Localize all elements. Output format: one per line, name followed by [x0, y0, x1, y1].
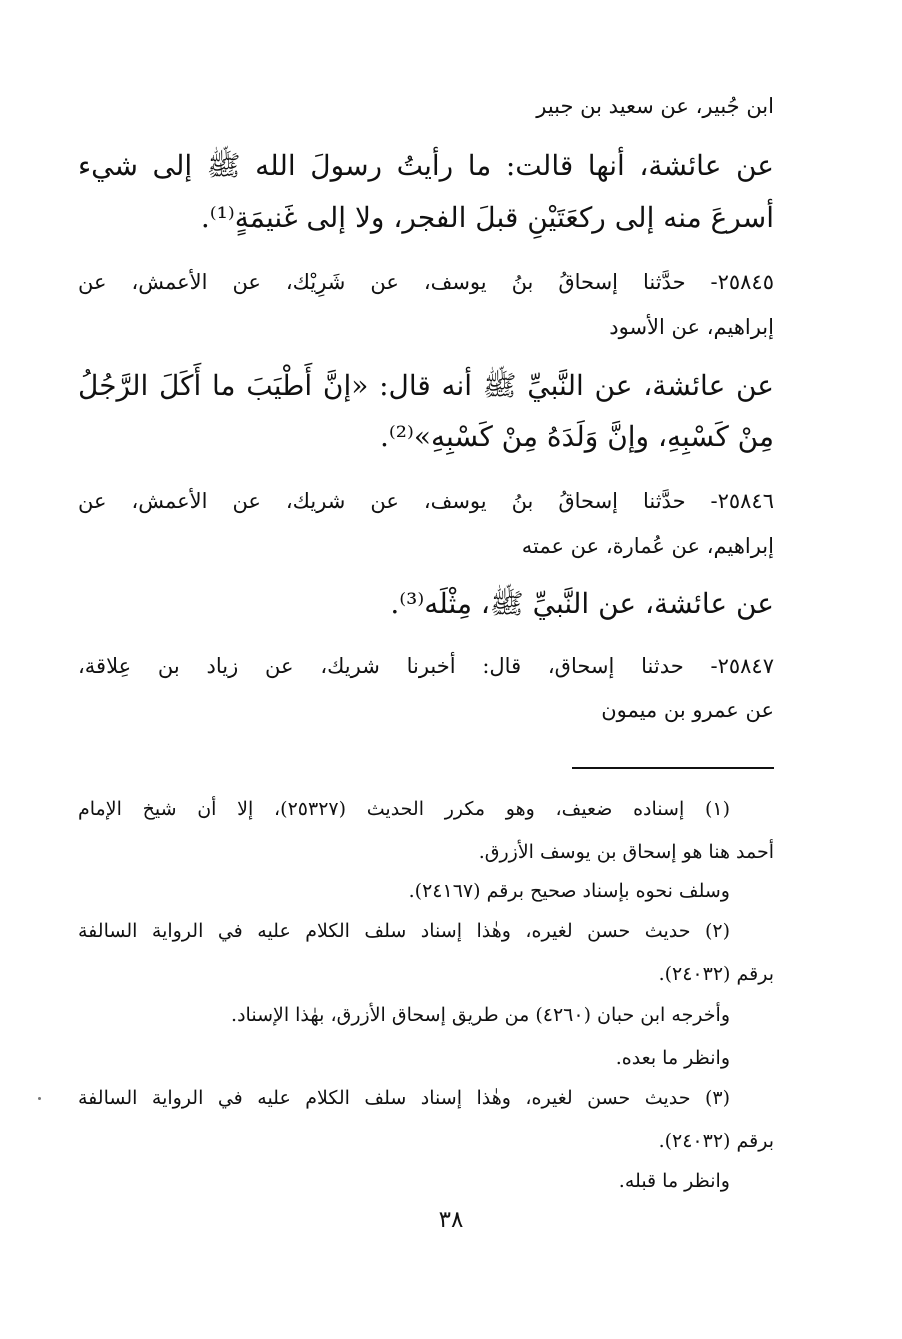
matn-line: عن عائشة، أنها قالت: ما رأيتُ رسولَ الله ﷺ إلى شيء — [78, 149, 774, 182]
matn-line: عن عائشة، عن النَّبيِّ ﷺ، مِثْلَه⁽³⁾. — [390, 587, 774, 620]
footnote-separator — [572, 767, 774, 769]
matn-line: مِنْ كَسْبِهِ، وإنَّ وَلَدَهُ مِنْ كَسْبِهِ»⁽²⁾. — [379, 420, 774, 453]
footnote-line: وأخرجه ابن حبان (٤٢٦٠) من طريق إسحاق الأزرق، بهٰذا الإسناد. — [231, 1004, 730, 1026]
scan-speck — [38, 1097, 41, 1100]
footnote-1: (١) إسناده ضعيف، وهو مكرر الحديث (٢٥٣٢٧)، إلا أن شيخ الإمام — [78, 798, 731, 820]
hadith-25846-header: ٢٥٨٤٦- حدَّثنا إسحاقُ بنُ يوسف، عن شريك، عن الأعمش، عن — [78, 489, 774, 513]
isnad-line: إبراهيم، عن عُمارة، عن عمته — [521, 534, 774, 558]
footnote-line: وانظر ما قبله. — [618, 1170, 730, 1192]
footnote-line: أحمد هنا هو إسحاق بن يوسف الأزرق. — [478, 841, 774, 863]
footnote-line: برقم (٢٤٠٣٢). — [658, 963, 774, 985]
isnad-line: ابن جُبير، عن سعيد بن جبير — [536, 94, 774, 118]
footnote-line: برقم (٢٤٠٣٢). — [658, 1130, 774, 1152]
isnad-line: إبراهيم، عن الأسود — [609, 315, 774, 339]
isnad-line: عن عمرو بن ميمون — [601, 698, 774, 722]
page-number: ٣٨ — [438, 1207, 464, 1233]
hadith-25845-header: ٢٥٨٤٥- حدَّثنا إسحاقُ بنُ يوسف، عن شَرِيْك، عن الأعمش، عن — [78, 270, 774, 294]
footnote-line: وسلف نحوه بإسناد صحيح برقم (٢٤١٦٧). — [408, 880, 730, 902]
hadith-25847-header: ٢٥٨٤٧- حدثنا إسحاق، قال: أخبرنا شريك، عن زياد بن عِلاقة، — [78, 654, 774, 678]
footnote-3: (٣) حديث حسن لغيره، وهٰذا إسناد سلف الكلام عليه في الرواية السالفة — [78, 1087, 730, 1109]
footnote-line: وانظر ما بعده. — [615, 1047, 730, 1069]
footnote-2: (٢) حديث حسن لغيره، وهٰذا إسناد سلف الكلام عليه في الرواية السالفة — [78, 920, 730, 942]
matn-line: عن عائشة، عن النَّبيِّ ﷺ أنه قال: «إنَّ أَطْيَبَ ما أَكَلَ الرَّجُلُ — [78, 369, 774, 402]
matn-line: أسرعَ منه إلى ركعَتَيْنِ قبلَ الفجر، ولا إلى غَنيمَةٍ⁽¹⁾. — [200, 201, 774, 234]
